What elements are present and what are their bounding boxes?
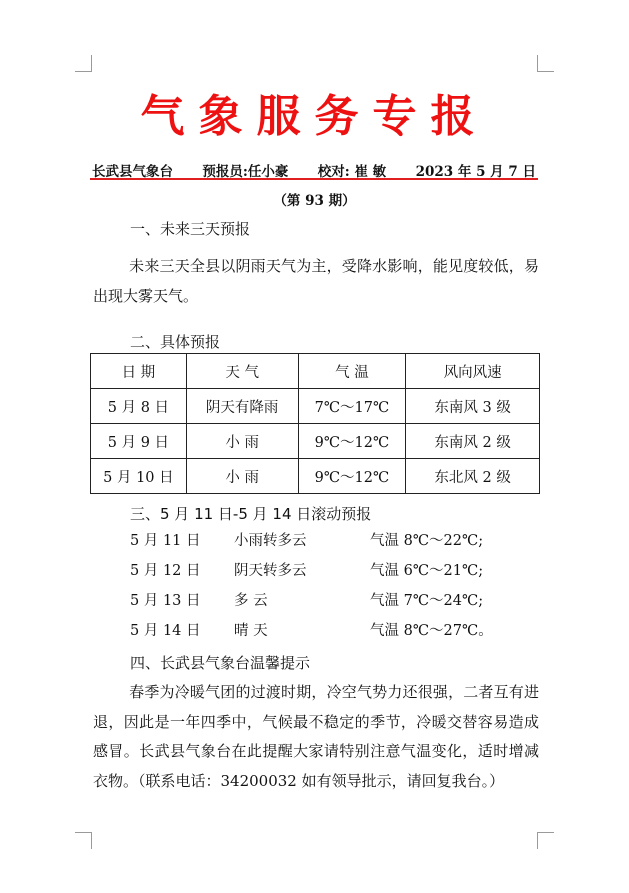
rolling-forecast-row: [130, 586, 540, 616]
rolling-temperature: 气温 7℃～24℃;: [370, 593, 484, 609]
header-line: [92, 160, 536, 180]
cell-temperature: 7℃～17℃: [298, 389, 406, 424]
rolling-forecast-row: [130, 556, 540, 586]
rolling-weather: 晴 天: [234, 623, 268, 639]
cell-wind: 东北风 2 级: [406, 459, 540, 494]
cell-wind: 东南风 3 级: [406, 389, 540, 424]
rolling-temperature: 气温 8℃～27℃。: [370, 623, 493, 639]
rolling-weather: 多 云: [234, 593, 268, 609]
section1-heading: 一、未来三天预报: [130, 220, 251, 238]
crop-mark-bottom-right: [537, 832, 554, 849]
header-divider: [90, 178, 538, 180]
issuer: 长武县气象台: [92, 164, 173, 180]
cell-date: 5 月 8 日: [91, 389, 187, 424]
cell-weather: 小 雨: [186, 459, 298, 494]
section2-heading: 二、具体预报: [130, 333, 221, 351]
cell-weather: 小 雨: [186, 424, 298, 459]
cell-temperature: 9℃～12℃: [298, 424, 406, 459]
cell-weather: 阴天有降雨: [186, 389, 298, 424]
cell-wind: 东南风 2 级: [406, 424, 540, 459]
rolling-date: 5 月 12 日: [130, 563, 201, 579]
column-header-date: 日 期: [91, 354, 187, 389]
forecaster: 预报员:任小豪: [202, 164, 289, 180]
column-header-weather: 天 气: [186, 354, 298, 389]
cell-date: 5 月 10 日: [91, 459, 187, 494]
forecast-table: [90, 353, 540, 494]
rolling-temperature: 气温 8℃～22℃;: [370, 533, 484, 549]
rolling-date: 5 月 13 日: [130, 593, 201, 609]
table-row: [91, 459, 540, 494]
table-header-row: [91, 354, 540, 389]
rolling-forecast-row: [130, 526, 540, 556]
rolling-forecast-row: [130, 616, 540, 646]
section1-text: 未来三天全县以阴雨天气为主，受降水影响，能见度较低，易出现大雾天气。: [93, 257, 539, 305]
rolling-date: 5 月 14 日: [130, 623, 201, 639]
section4-text: 春季为冷暖气团的过渡时期，冷空气势力还很强，二者互有进退，因此是一年四季中，气候最不稳定的季节，冷暖交替容易造成感冒。长武县气象台在此提醒大家请特别注意气温变化，适时增减衣物。（联系电话：34200032 如有领导批示，请回复我台。）: [93, 683, 539, 790]
column-header-wind: 风向风速: [406, 354, 540, 389]
rolling-weather: 阴天转多云: [234, 563, 307, 579]
rolling-date: 5 月 11 日: [130, 533, 201, 549]
issue-date: 2023 年 5 月 7 日: [415, 164, 536, 180]
issue-number: （第 93 期）: [273, 193, 356, 209]
document-title: 气象服务专报: [140, 91, 489, 142]
cell-temperature: 9℃～12℃: [298, 459, 406, 494]
table-row: [91, 389, 540, 424]
rolling-temperature: 气温 6℃～21℃;: [370, 563, 484, 579]
rolling-weather: 小雨转多云: [234, 533, 307, 549]
crop-mark-bottom-left: [75, 832, 92, 849]
section4-heading: 四、长武县气象台温馨提示: [130, 654, 311, 672]
cell-date: 5 月 9 日: [91, 424, 187, 459]
reviewer: 校对: 崔 敏: [317, 164, 387, 180]
table-row: [91, 424, 540, 459]
crop-mark-top-left: [75, 55, 92, 72]
section3-heading: 三、5 月 11 日-5 月 14 日滚动预报: [130, 505, 372, 523]
crop-mark-top-right: [537, 55, 554, 72]
column-header-temperature: 气 温: [298, 354, 406, 389]
